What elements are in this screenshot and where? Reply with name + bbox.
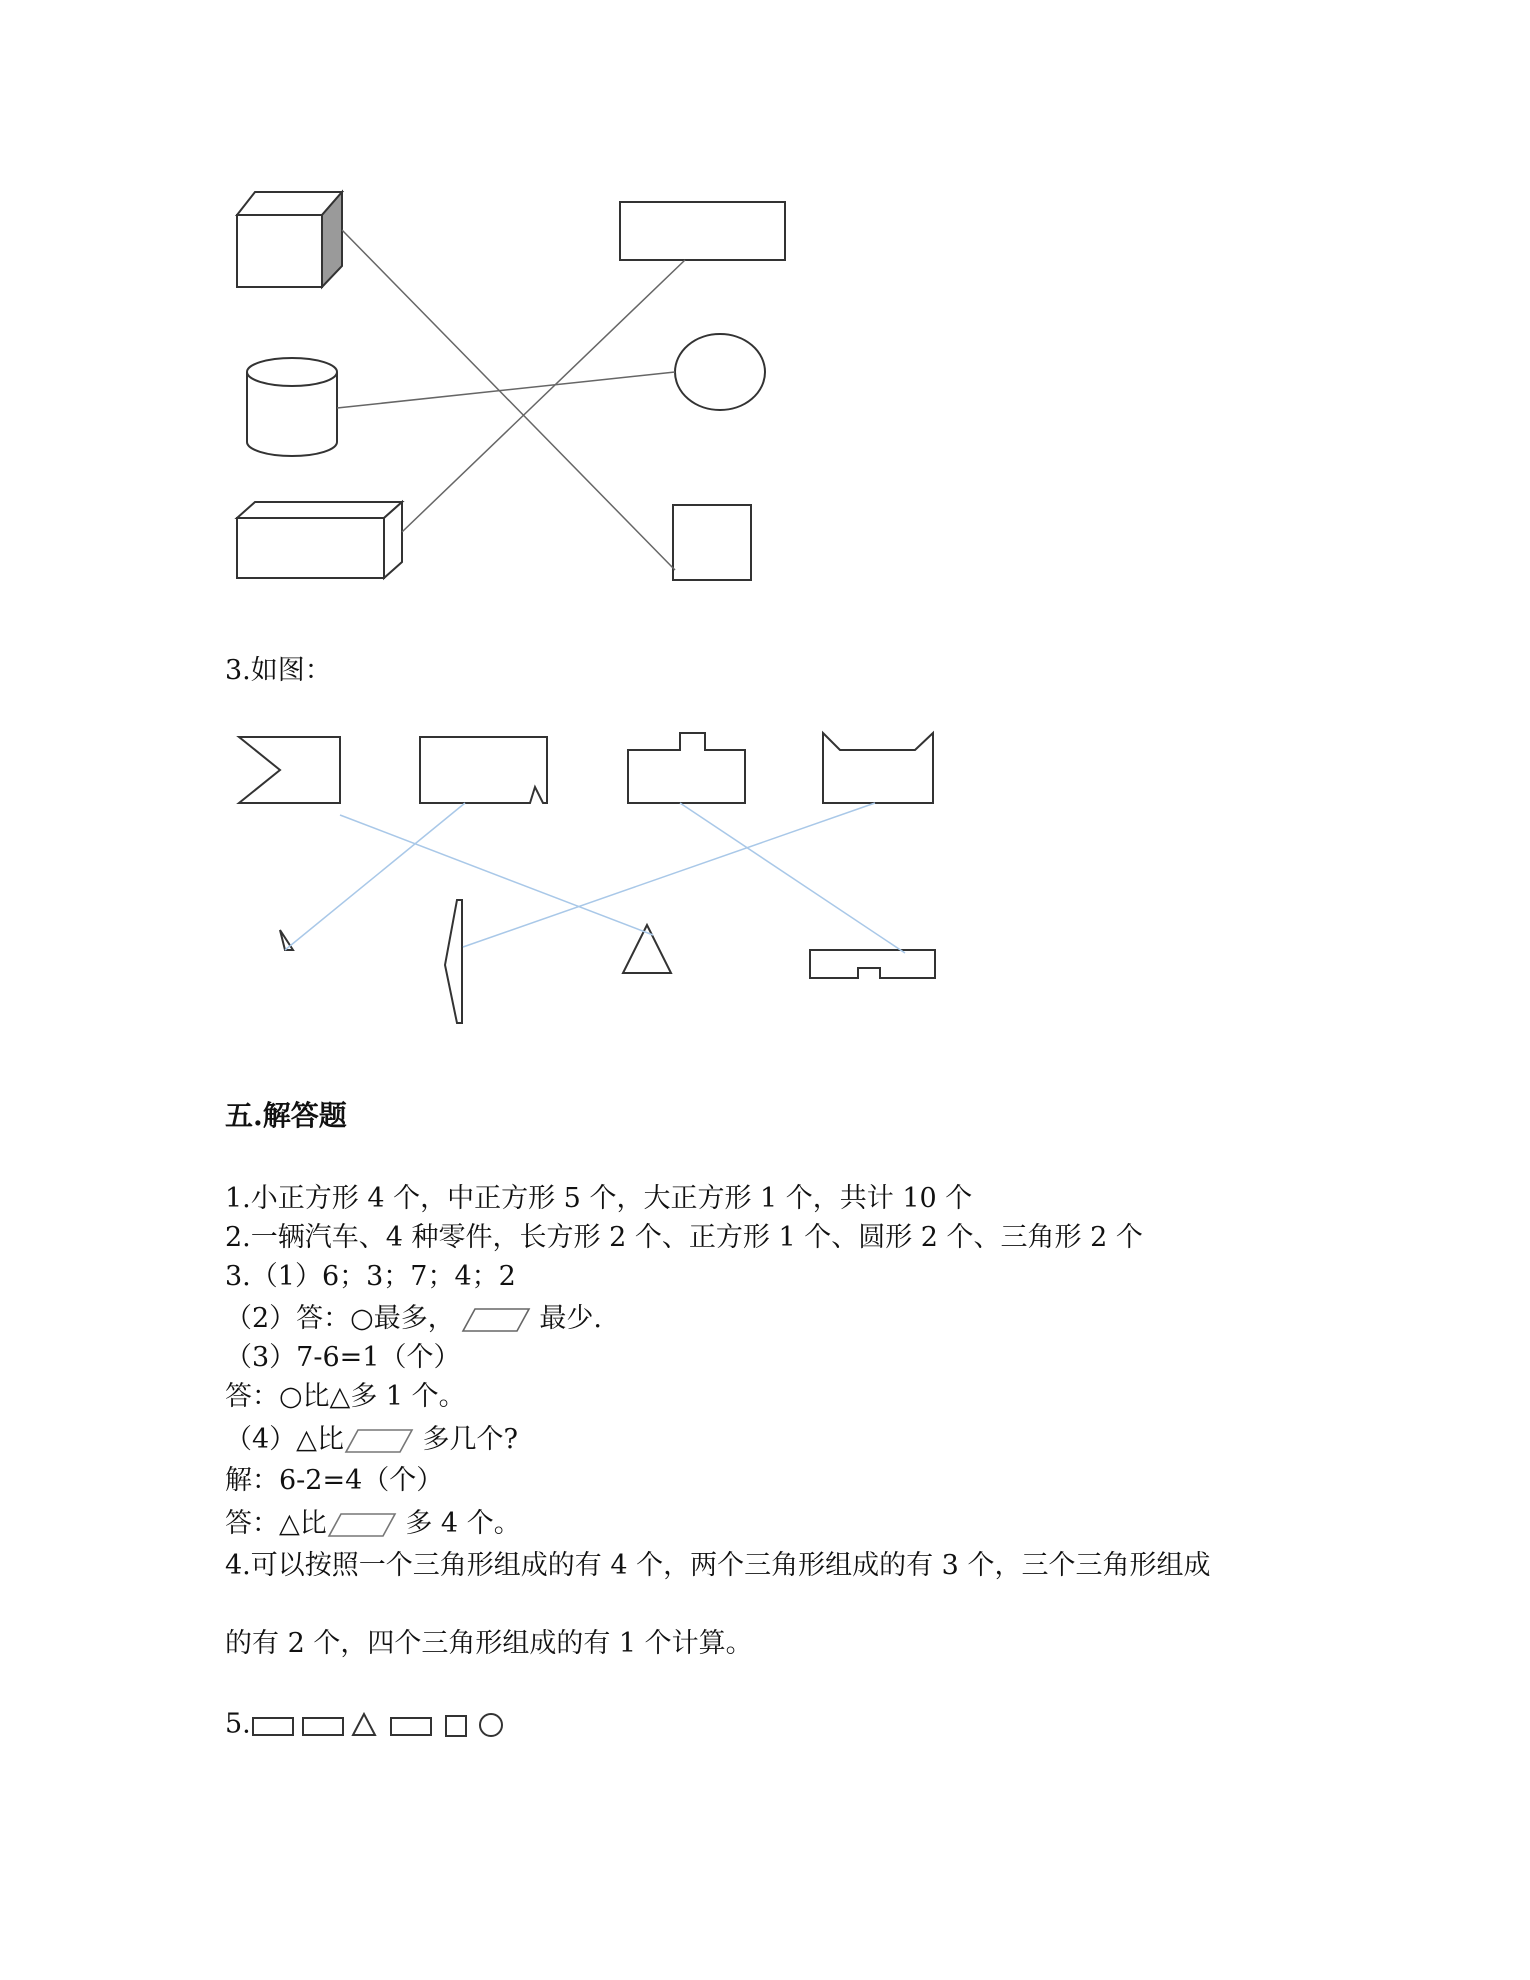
answer-3-4-ans-post: 多 4 个。 <box>396 1508 521 1539</box>
rectangle-icon <box>303 1718 343 1735</box>
match-line-flag <box>340 815 653 935</box>
notched-flag-shape <box>239 737 340 803</box>
answer-3-4-sol: 解：6-2=4（个） <box>225 1465 444 1496</box>
match-line-stepped <box>680 803 905 953</box>
section3-label: 3.如图： <box>225 655 332 686</box>
circle-icon <box>675 334 765 410</box>
answer-3-4-pre: （4）△比 <box>225 1424 344 1455</box>
answer-3-4 <box>225 1424 518 1456</box>
square-icon <box>446 1716 466 1736</box>
parallelogram-icon <box>327 1511 397 1539</box>
cuboid-icon <box>237 502 402 578</box>
small-triangle-shape <box>280 930 293 950</box>
answer-3-4-ans-pre: 答：△比 <box>225 1508 327 1539</box>
square-icon <box>673 505 751 580</box>
cat-ear-shape <box>823 733 933 803</box>
stepped-rectangle-shape <box>628 733 745 803</box>
parallelogram-icon <box>461 1306 531 1334</box>
answer-3-4-post: 多几个? <box>413 1424 519 1455</box>
answer-3-3: （3）7-6=1（个） <box>225 1342 461 1373</box>
answer-3-2-pre: （2）答：○最多， <box>225 1303 455 1334</box>
parallelogram-icon <box>344 1427 414 1455</box>
cube-icon <box>237 192 342 287</box>
cutout-matching-figure <box>225 725 965 1045</box>
match-line-cylinder-circle <box>337 372 675 408</box>
answer-5-shapes <box>251 1708 551 1742</box>
cylinder-icon <box>247 358 337 456</box>
rectangle-notch-shape <box>420 737 547 803</box>
circle-icon <box>480 1714 502 1736</box>
answer-5 <box>225 1708 551 1742</box>
match-line-rect-notch <box>285 803 465 950</box>
answer-3-2 <box>225 1303 602 1335</box>
rectangle-icon <box>253 1718 293 1735</box>
answer-1: 1.小正方形 4 个，中正方形 5 个，大正方形 1 个，共计 10 个 <box>225 1183 973 1214</box>
answer-4-line1: 4.可以按照一个三角形组成的有 4 个，两个三角形组成的有 3 个，三个三角形组成 <box>225 1550 1211 1581</box>
answer-2: 2.一辆汽车、4 种零件，长方形 2 个、正方形 1 个、圆形 2 个、三角形 2 个 <box>225 1222 1143 1253</box>
answer-3-1: 3.（1）6；3；7；4；2 <box>225 1261 516 1292</box>
answer-3-3-ans: 答：○比△多 1 个。 <box>225 1381 466 1412</box>
solids-matching-figure <box>225 180 805 590</box>
notched-bar-shape <box>810 950 935 978</box>
rectangle-icon <box>620 202 785 260</box>
answer-3-2-post: 最少. <box>530 1303 602 1334</box>
section-heading: 五.解答题 <box>225 1099 347 1132</box>
answer-4-line2: 的有 2 个，四个三角形组成的有 1 个计算。 <box>225 1628 753 1659</box>
match-line-cat-ear <box>463 803 875 947</box>
triangle-icon <box>353 1714 375 1735</box>
trapezoid-shape <box>445 900 462 1023</box>
rectangle-icon <box>391 1718 431 1735</box>
answer-5-label: 5. <box>225 1708 251 1740</box>
answer-3-4-ans <box>225 1508 521 1540</box>
